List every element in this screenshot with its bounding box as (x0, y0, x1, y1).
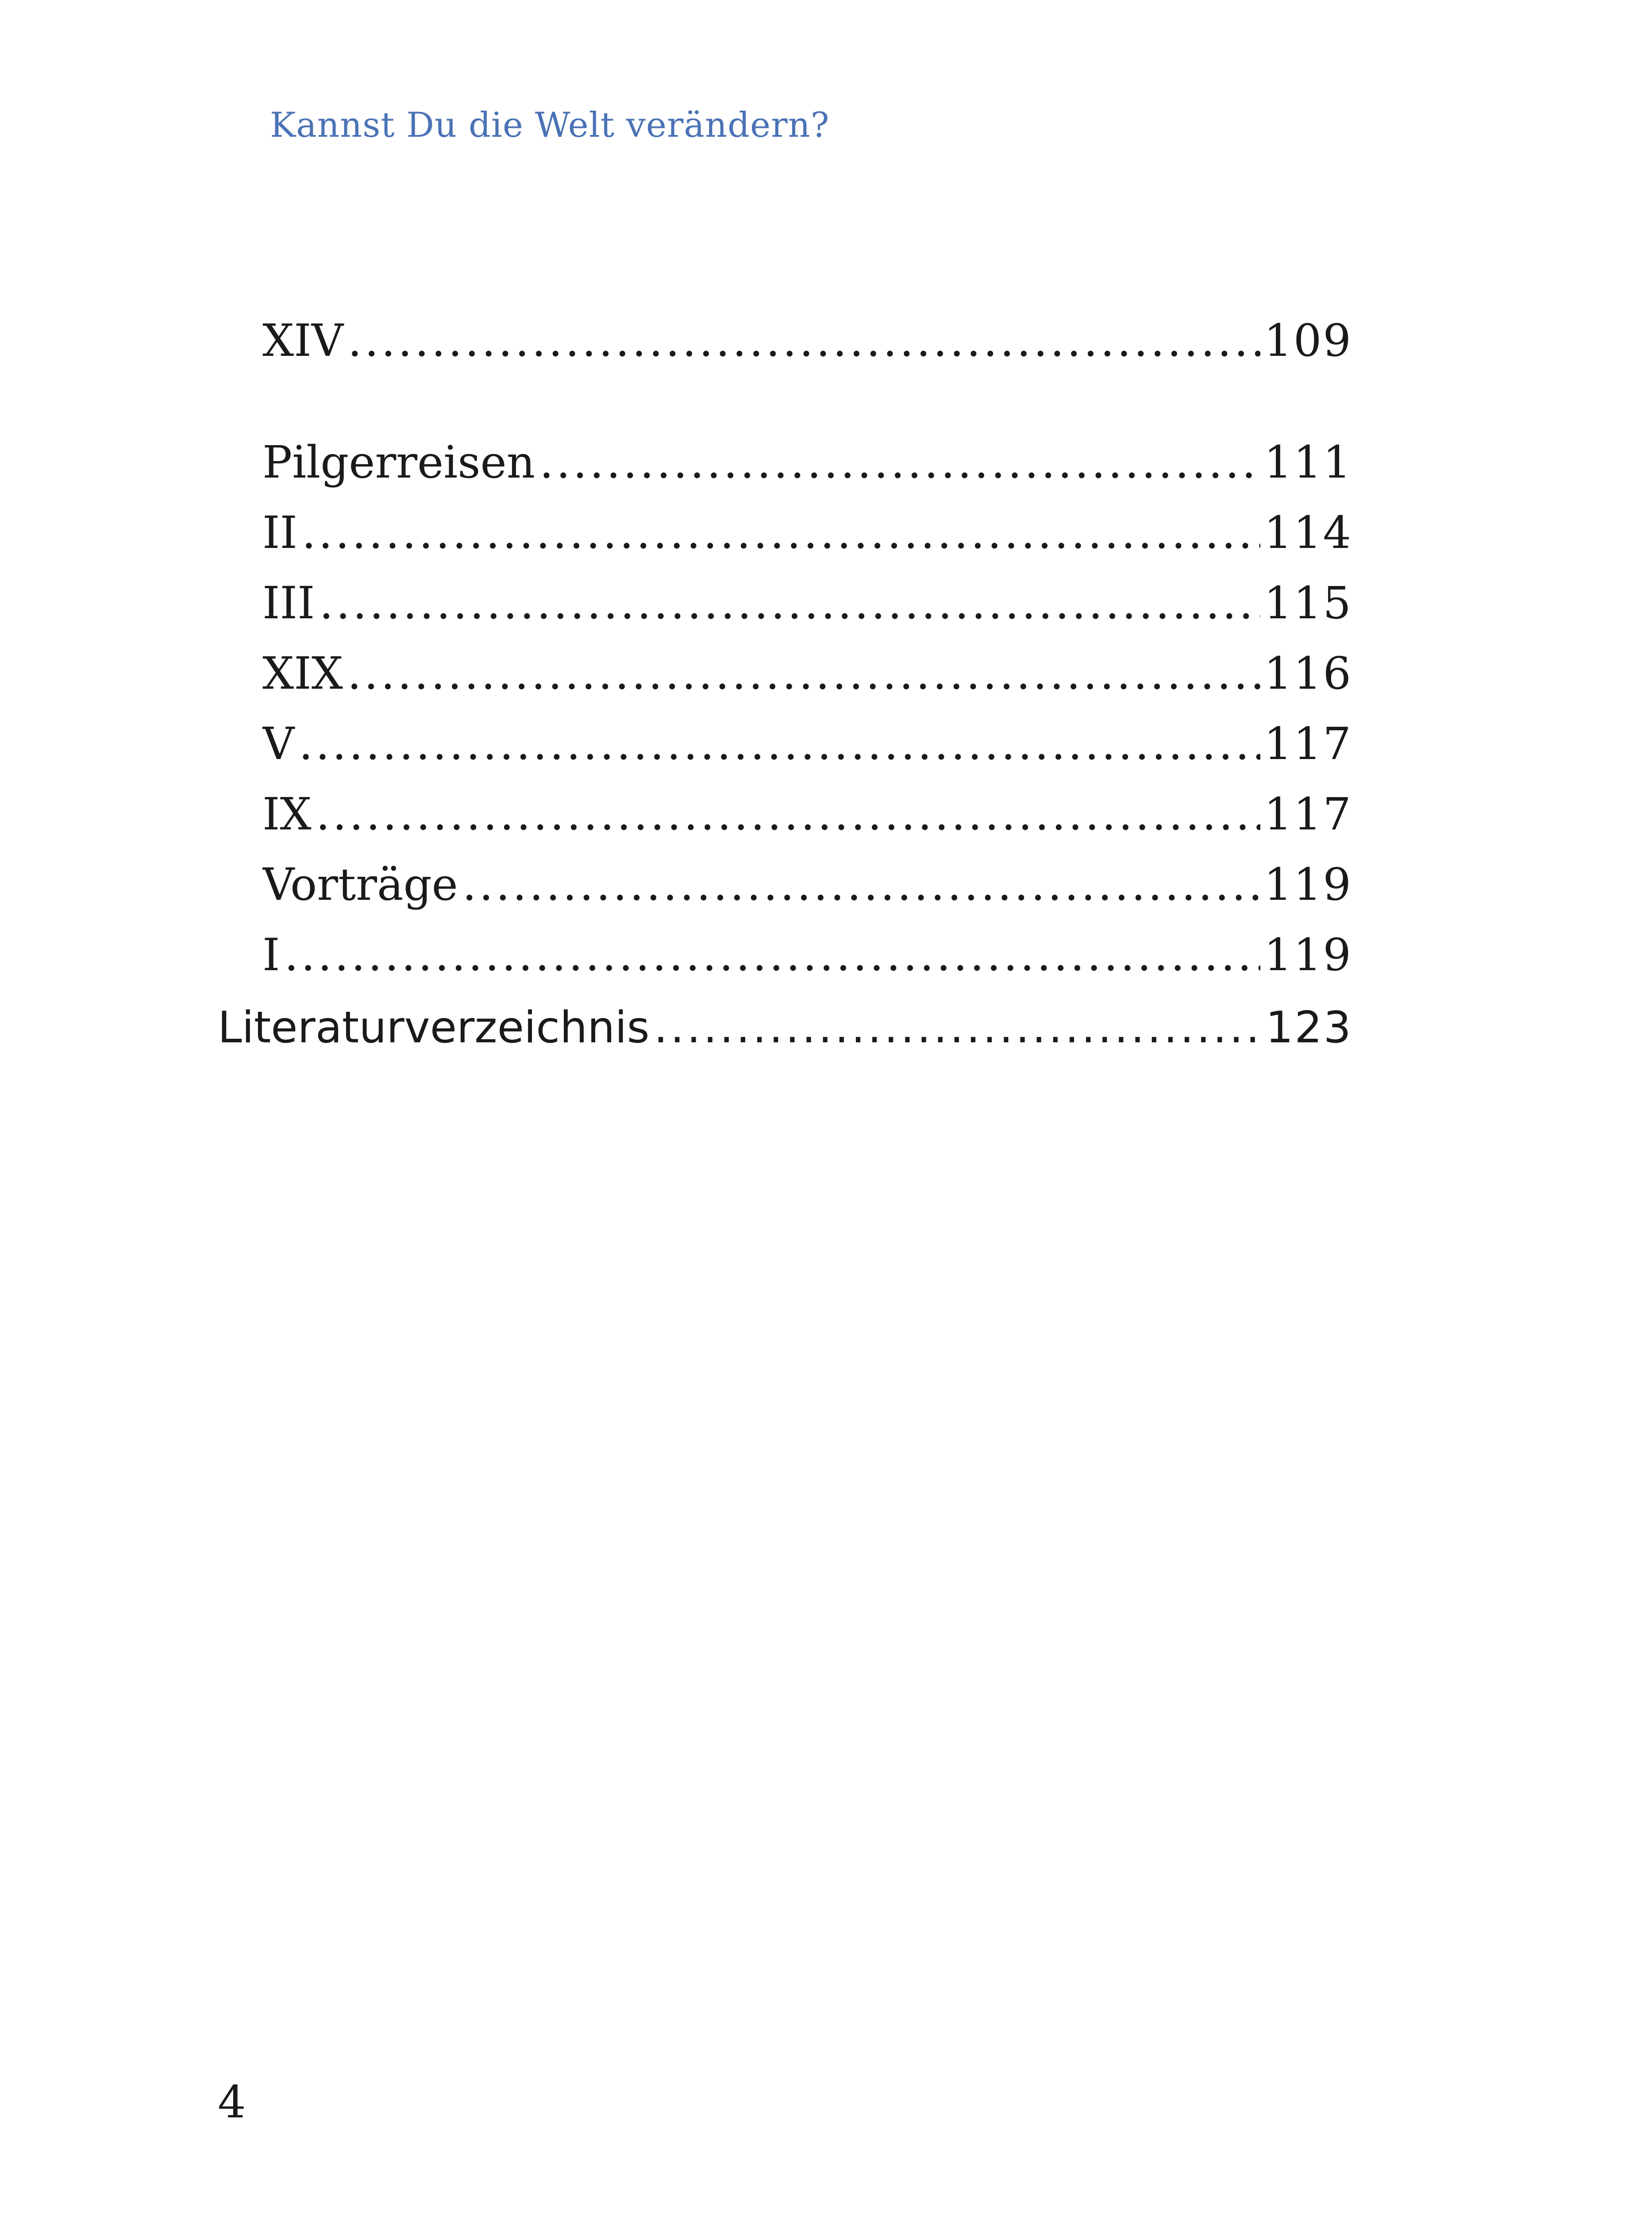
toc-entry-title: Pilgerreisen (262, 436, 535, 488)
toc-entry-title: I (262, 929, 280, 981)
toc-entry[interactable] (262, 647, 1352, 700)
toc-entry-title: V (262, 718, 295, 770)
toc-entry-page: 114 (1264, 507, 1352, 559)
toc-dot-leader (654, 1001, 1262, 1054)
toc-entry[interactable] (262, 314, 1352, 367)
toc-entry[interactable] (262, 436, 1352, 489)
toc-entry-page: 111 (1264, 436, 1352, 488)
toc-entry-title: Vorträge (262, 859, 458, 910)
toc-dot-leader (348, 314, 1260, 367)
toc-entry-page: 109 (1264, 315, 1352, 366)
toc-entry[interactable] (262, 858, 1352, 911)
running-header: Kannst Du die Welt verändern? (270, 105, 830, 145)
toc-entry-page: 117 (1264, 718, 1352, 770)
toc-entry-page: 117 (1264, 788, 1352, 840)
toc-entry[interactable] (262, 929, 1352, 982)
toc-dot-leader (316, 788, 1260, 841)
toc-entry[interactable] (262, 788, 1352, 841)
toc-dot-leader (539, 436, 1260, 489)
toc-entry-page: 116 (1264, 648, 1352, 699)
toc-dot-leader (285, 929, 1261, 982)
toc-entry-title: Literaturverzeichnis (218, 1002, 650, 1053)
toc-entry-page: 119 (1264, 859, 1352, 910)
toc-entry-title: XIX (262, 648, 343, 699)
toc-dot-leader (347, 647, 1260, 700)
toc-entry-page: 123 (1265, 1002, 1352, 1053)
toc-entry-title: IX (262, 788, 312, 840)
toc-entry[interactable] (262, 717, 1352, 771)
toc-entry-title: XIV (262, 315, 343, 366)
toc-entry[interactable] (262, 506, 1352, 559)
toc-entry-title: III (262, 577, 315, 629)
toc-entry-title: II (262, 507, 298, 559)
toc-entry-page: 115 (1264, 577, 1352, 629)
toc-entry-main[interactable] (218, 1001, 1352, 1054)
toc-dot-leader (320, 577, 1261, 630)
toc-entry-page: 119 (1264, 929, 1352, 981)
toc-dot-leader (462, 858, 1260, 911)
toc-dot-leader (302, 506, 1260, 559)
toc-dot-leader (299, 717, 1260, 771)
page-number: 4 (218, 2076, 246, 2128)
toc-entry[interactable] (262, 577, 1352, 630)
